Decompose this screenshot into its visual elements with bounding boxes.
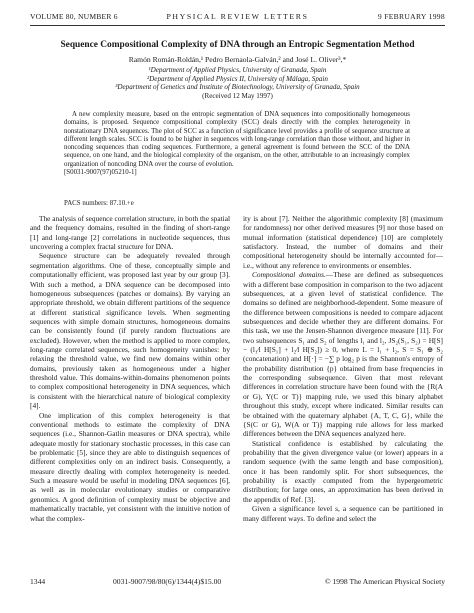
affiliation-2: ²Department of Applied Physics II, University of Málaga, Spain	[147, 74, 328, 83]
article-code: 0031-9007/98/80(6)/1344(4)$15.00	[113, 577, 222, 586]
abstract-text	[64, 111, 410, 177]
author-list: Ramón Román-Roldán,¹ Pedro Bernaola-Galván,² and José L. Oliver³,*	[128, 55, 347, 64]
body-paragraph-last: Given a significance level s, a sequence can be partitioned in many different ways. To define and select the	[243, 504, 443, 523]
affiliation-3: ³Department of Genetics and Institute of Biotechnology, University of Granada, Spain	[115, 83, 360, 92]
body-paragraph-confidence: Statistical confidence is established by calculating the probability that the given divergence value (or lower) appears in a random sequence (with the same length and base composition), once it has been randomly split. For short subsequences, the probability is exactly computed from the hypergeometric distribution; for large ones, an approximation has been derived in the appendix of Ref. [3].	[243, 438, 443, 504]
received-date: (Received 12 May 1997)	[202, 91, 273, 100]
abstract	[64, 111, 410, 177]
page-footer	[30, 577, 445, 589]
section-compositional-domains	[243, 270, 443, 438]
affiliations	[30, 66, 445, 100]
header-rule	[30, 25, 445, 26]
copyright-notice: © 1998 The American Physical Society	[324, 577, 445, 586]
issue-date: 9 FEBRUARY 1998	[377, 12, 445, 21]
page-number: 1344	[30, 577, 46, 586]
volume-number: VOLUME 80, NUMBER 6	[30, 12, 118, 21]
body-paragraph-3: One implication of this complex heterogeneity is that conventional methods to estimate the complexity of DNA sequences (i.e., Shannon-Gatlin measures or DNA spectra), while adequate mostly for stationary stochastic processes, in this case can be problematic [5], since they are able to distinguish sequences of different complexities only on an indirect basis. Consequently, a measure directly dealing with complex heterogeneity is needed. Such a measure would be useful in modeling DNA sequences [6], as well as in molecular evolutionary studies or comparative genomics. A good definition of complexity must be objective and mathematically tractable, yet consistent with the intuitive notion of what the complex-	[30, 410, 230, 523]
section-text: —These are defined as subsequences with a different base composition in comparison to the two adjacent subsequences, at a given level of statistical confidence. The domains so defined are neighborhood-dependent. Some measure of the difference between compositions is needed to compare adjacent subsequences and decide whether they are different domains. For this task, we use the Jensen-Shannon divergence measure [11]. For two subsequences S₁ and S₂ of lengths l₁ and l₂, JS₂(S₁, S₂) = H[S] − (l₁⁄l H[S₁] + l₂⁄l H[S₂]) ≥ 0, where L = l₁ + l₂, S = S₁ ⊕ S₂ (concatenation) and H[·] = −∑ p log₂ p is the Shannon's entropy of the probability distribution {p} obtained from base frequencies in the corresponding subsequence. Given that most relevant differences in correlation structure have been found with the {R(A or G), Y(C or T)} mapping rule, we used this binary alphabet throughout this study, except where indicated. Similar results can be obtained with the quaternary alphabet {A, T, C, G}, while the {S(C or G), W(A or T)} mapping rule allows for less marked differences between the DNA sequences analyzed here.	[243, 270, 443, 439]
section-heading: Compositional domains.	[252, 270, 326, 280]
affiliation-1: ¹Department of Applied Physics, University of Granada, Spain	[148, 66, 327, 74]
abstract-identifier: [S0031-9007(97)05210-1]	[64, 169, 137, 177]
right-column	[243, 214, 443, 523]
abstract-body: A new complexity measure, based on the entropic segmentation of DNA sequences into compositionally homogeneous domains, is proposed. Sequence compositional complexity (SCC) deals directly with the complex heterogeneity in nonstationary DNA sequences. The plot of SCC as a function of significance level provides a profile of sequence structure at different length scales. SCC is found to be higher in sequences with long-range correlation than those without, and higher in noncoding sequences than coding sequences. Furthermore, a general agreement is found between the SCC of the DNA sequence, on one hand, and the biological complexity of the organism, on the other, attributable to an increasingly complex organization of noncoding DNA over the course of evolution.	[64, 111, 410, 168]
body-paragraph-2: Sequence structure can be adequately revealed through segmentation algorithms. One of these, conceptually simple and computationally efficient, was proposed last year by our group [3]. With such a method, a DNA sequence can be decomposed into homogeneous subsequences (patches or domains). By varying an appropriate threshold, we obtain different partitions of the sequence at different statistical significance levels. When segmenting sequences with simple domain structures, homogeneous domains can be consistently found (if purely random fluctuations are excluded). However, when the method is applied to more complex, long-range correlated sequences, such homogeneity vanishes: by relaxing the threshold value, we find new domains within other domains, previously taken as homogeneous under a higher threshold value. This domains-within-domains phenomenon points to complex compositional heterogeneity in DNA sequences, which is consistent with the hierarchical nature of biological complexity [4].	[30, 251, 230, 411]
left-column	[30, 214, 230, 523]
journal-name: PHYSICAL REVIEW LETTERS	[166, 12, 309, 21]
running-header	[30, 12, 445, 24]
body-paragraph-1: The analysis of sequence correlation structure, in both the spatial and the frequency domains, resulted in the finding of short-range [1] and long-range [2] correlations in nucleotide sequences, thus uncovering a complex fractal structure for DNA.	[30, 214, 230, 252]
body-paragraph-continued: ity is about [7]. Neither the algorithmic complexity [8] (maximum for randomness) nor other derived measures [9] nor those based on mutual information (statistical dependence) [10] are completely satisfactory. Instead, the number of domains and their compositional heterogeneity should be internally accounted for—i.e., without any reference to environments or ensembles.	[243, 214, 443, 270]
pacs-numbers: PACS numbers: 87.10.+e	[64, 200, 134, 207]
paper-title: Sequence Compositional Complexity of DNA through an Entropic Segmentation Method	[60, 40, 415, 50]
